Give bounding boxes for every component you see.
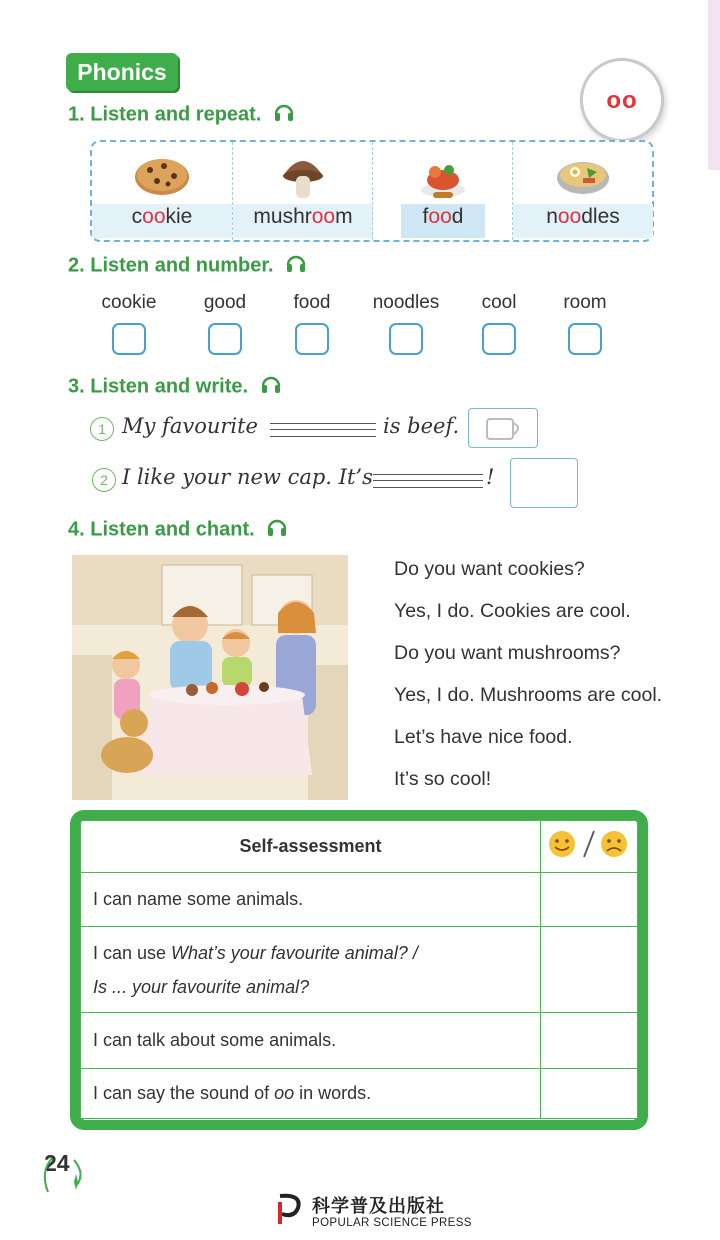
number-word: good xyxy=(203,292,247,313)
answer-box[interactable] xyxy=(568,323,602,355)
publisher-block xyxy=(274,1192,472,1231)
chant-line: It’s so cool! xyxy=(394,768,492,790)
family-dinner-illustration xyxy=(72,555,348,800)
answer-picture-box xyxy=(510,458,578,508)
write-blank[interactable] xyxy=(270,423,376,437)
headphone-icon[interactable] xyxy=(273,101,295,129)
write-prompt-before: My favourite xyxy=(122,414,258,438)
word-label: mushroom xyxy=(253,205,353,228)
chant-line: Let’s have nice food. xyxy=(394,726,573,748)
assessment-statement: I can use What’s your favourite animal? / Is ... your favourite animal? xyxy=(81,927,541,1013)
chant-line: Yes, I do. Cookies are cool. xyxy=(394,600,631,622)
word-label: food xyxy=(422,205,464,228)
face-header xyxy=(541,821,638,873)
cup-image xyxy=(469,409,537,447)
headphone-icon[interactable] xyxy=(266,516,288,544)
chant-line: Do you want mushrooms? xyxy=(394,642,621,664)
food-image xyxy=(413,150,473,204)
publisher-name-cn: 科学普及出版社 xyxy=(312,1196,445,1217)
headphone-icon[interactable] xyxy=(260,373,282,401)
number-word: noodles xyxy=(372,292,440,313)
self-assessment-table xyxy=(80,820,638,1119)
number-word: cool xyxy=(481,292,517,313)
table-row xyxy=(81,927,638,1013)
cup-picture xyxy=(468,408,538,448)
sound-badge xyxy=(580,58,664,142)
section2-title-text: 2. Listen and number. xyxy=(68,254,274,277)
number-word: cookie xyxy=(101,292,157,313)
phonics-badge: Phonics xyxy=(66,53,178,91)
section4-title-text: 4. Listen and chant. xyxy=(68,518,255,541)
self-assessment-title: Self-assessment xyxy=(81,821,541,873)
chant-line: Yes, I do. Mushrooms are cool. xyxy=(394,684,663,706)
word-card-food[interactable] xyxy=(372,142,513,240)
assessment-statement: I can say the sound of oo in words. xyxy=(81,1069,541,1119)
item-number: 1 xyxy=(90,417,114,441)
self-assessment-inner xyxy=(80,820,638,1120)
page-number: 24 xyxy=(44,1150,70,1176)
cookie-image xyxy=(132,150,192,200)
item-number: 2 xyxy=(92,468,116,492)
noodles-image xyxy=(553,150,613,200)
chant-line: Do you want cookies? xyxy=(394,558,585,580)
word-label: cookie xyxy=(131,205,193,228)
answer-box[interactable] xyxy=(389,323,423,355)
rating-cell[interactable] xyxy=(541,1069,638,1119)
rating-cell[interactable] xyxy=(541,927,638,1013)
answer-box[interactable] xyxy=(112,323,146,355)
rating-cell[interactable] xyxy=(541,1013,638,1069)
assessment-statement: I can talk about some animals. xyxy=(81,1013,541,1069)
table-row xyxy=(81,1069,638,1119)
word-card-mushroom[interactable] xyxy=(232,142,373,240)
rating-cell[interactable] xyxy=(541,873,638,927)
section2-title xyxy=(68,252,307,280)
section3-title-text: 3. Listen and write. xyxy=(68,375,249,398)
assessment-statement: I can name some animals. xyxy=(81,873,541,927)
write-prompt-after: is beef. xyxy=(383,414,460,438)
answer-box[interactable] xyxy=(208,323,242,355)
word-box xyxy=(90,140,654,242)
section1-title-text: 1. Listen and repeat. xyxy=(68,103,262,126)
number-word: food xyxy=(293,292,331,313)
self-assessment-panel xyxy=(70,810,648,1130)
word-card-noodles[interactable] xyxy=(512,142,653,240)
word-card-cookie[interactable] xyxy=(92,142,232,240)
word-label: noodles xyxy=(546,205,620,228)
write-prompt-before: I like your new cap. It’s xyxy=(122,465,373,489)
page-edge-strip xyxy=(708,0,720,170)
number-word: room xyxy=(563,292,607,313)
page-number-leaf-icon xyxy=(38,1152,88,1196)
answer-box[interactable] xyxy=(482,323,516,355)
mushroom-image xyxy=(273,150,333,202)
headphone-icon[interactable] xyxy=(285,252,307,280)
table-row xyxy=(81,1013,638,1069)
section3-title xyxy=(68,373,282,401)
table-row xyxy=(81,873,638,927)
publisher-logo xyxy=(274,1192,306,1226)
table-header-row xyxy=(81,821,638,873)
section4-title xyxy=(68,516,288,544)
smile-frown-icons xyxy=(544,827,634,861)
sound-label: oo xyxy=(606,87,638,114)
section1-title xyxy=(68,101,295,129)
answer-box[interactable] xyxy=(295,323,329,355)
write-prompt-after: ! xyxy=(486,465,495,489)
publisher-name-en: POPULAR SCIENCE PRESS xyxy=(312,1217,472,1229)
write-blank[interactable] xyxy=(373,474,483,488)
